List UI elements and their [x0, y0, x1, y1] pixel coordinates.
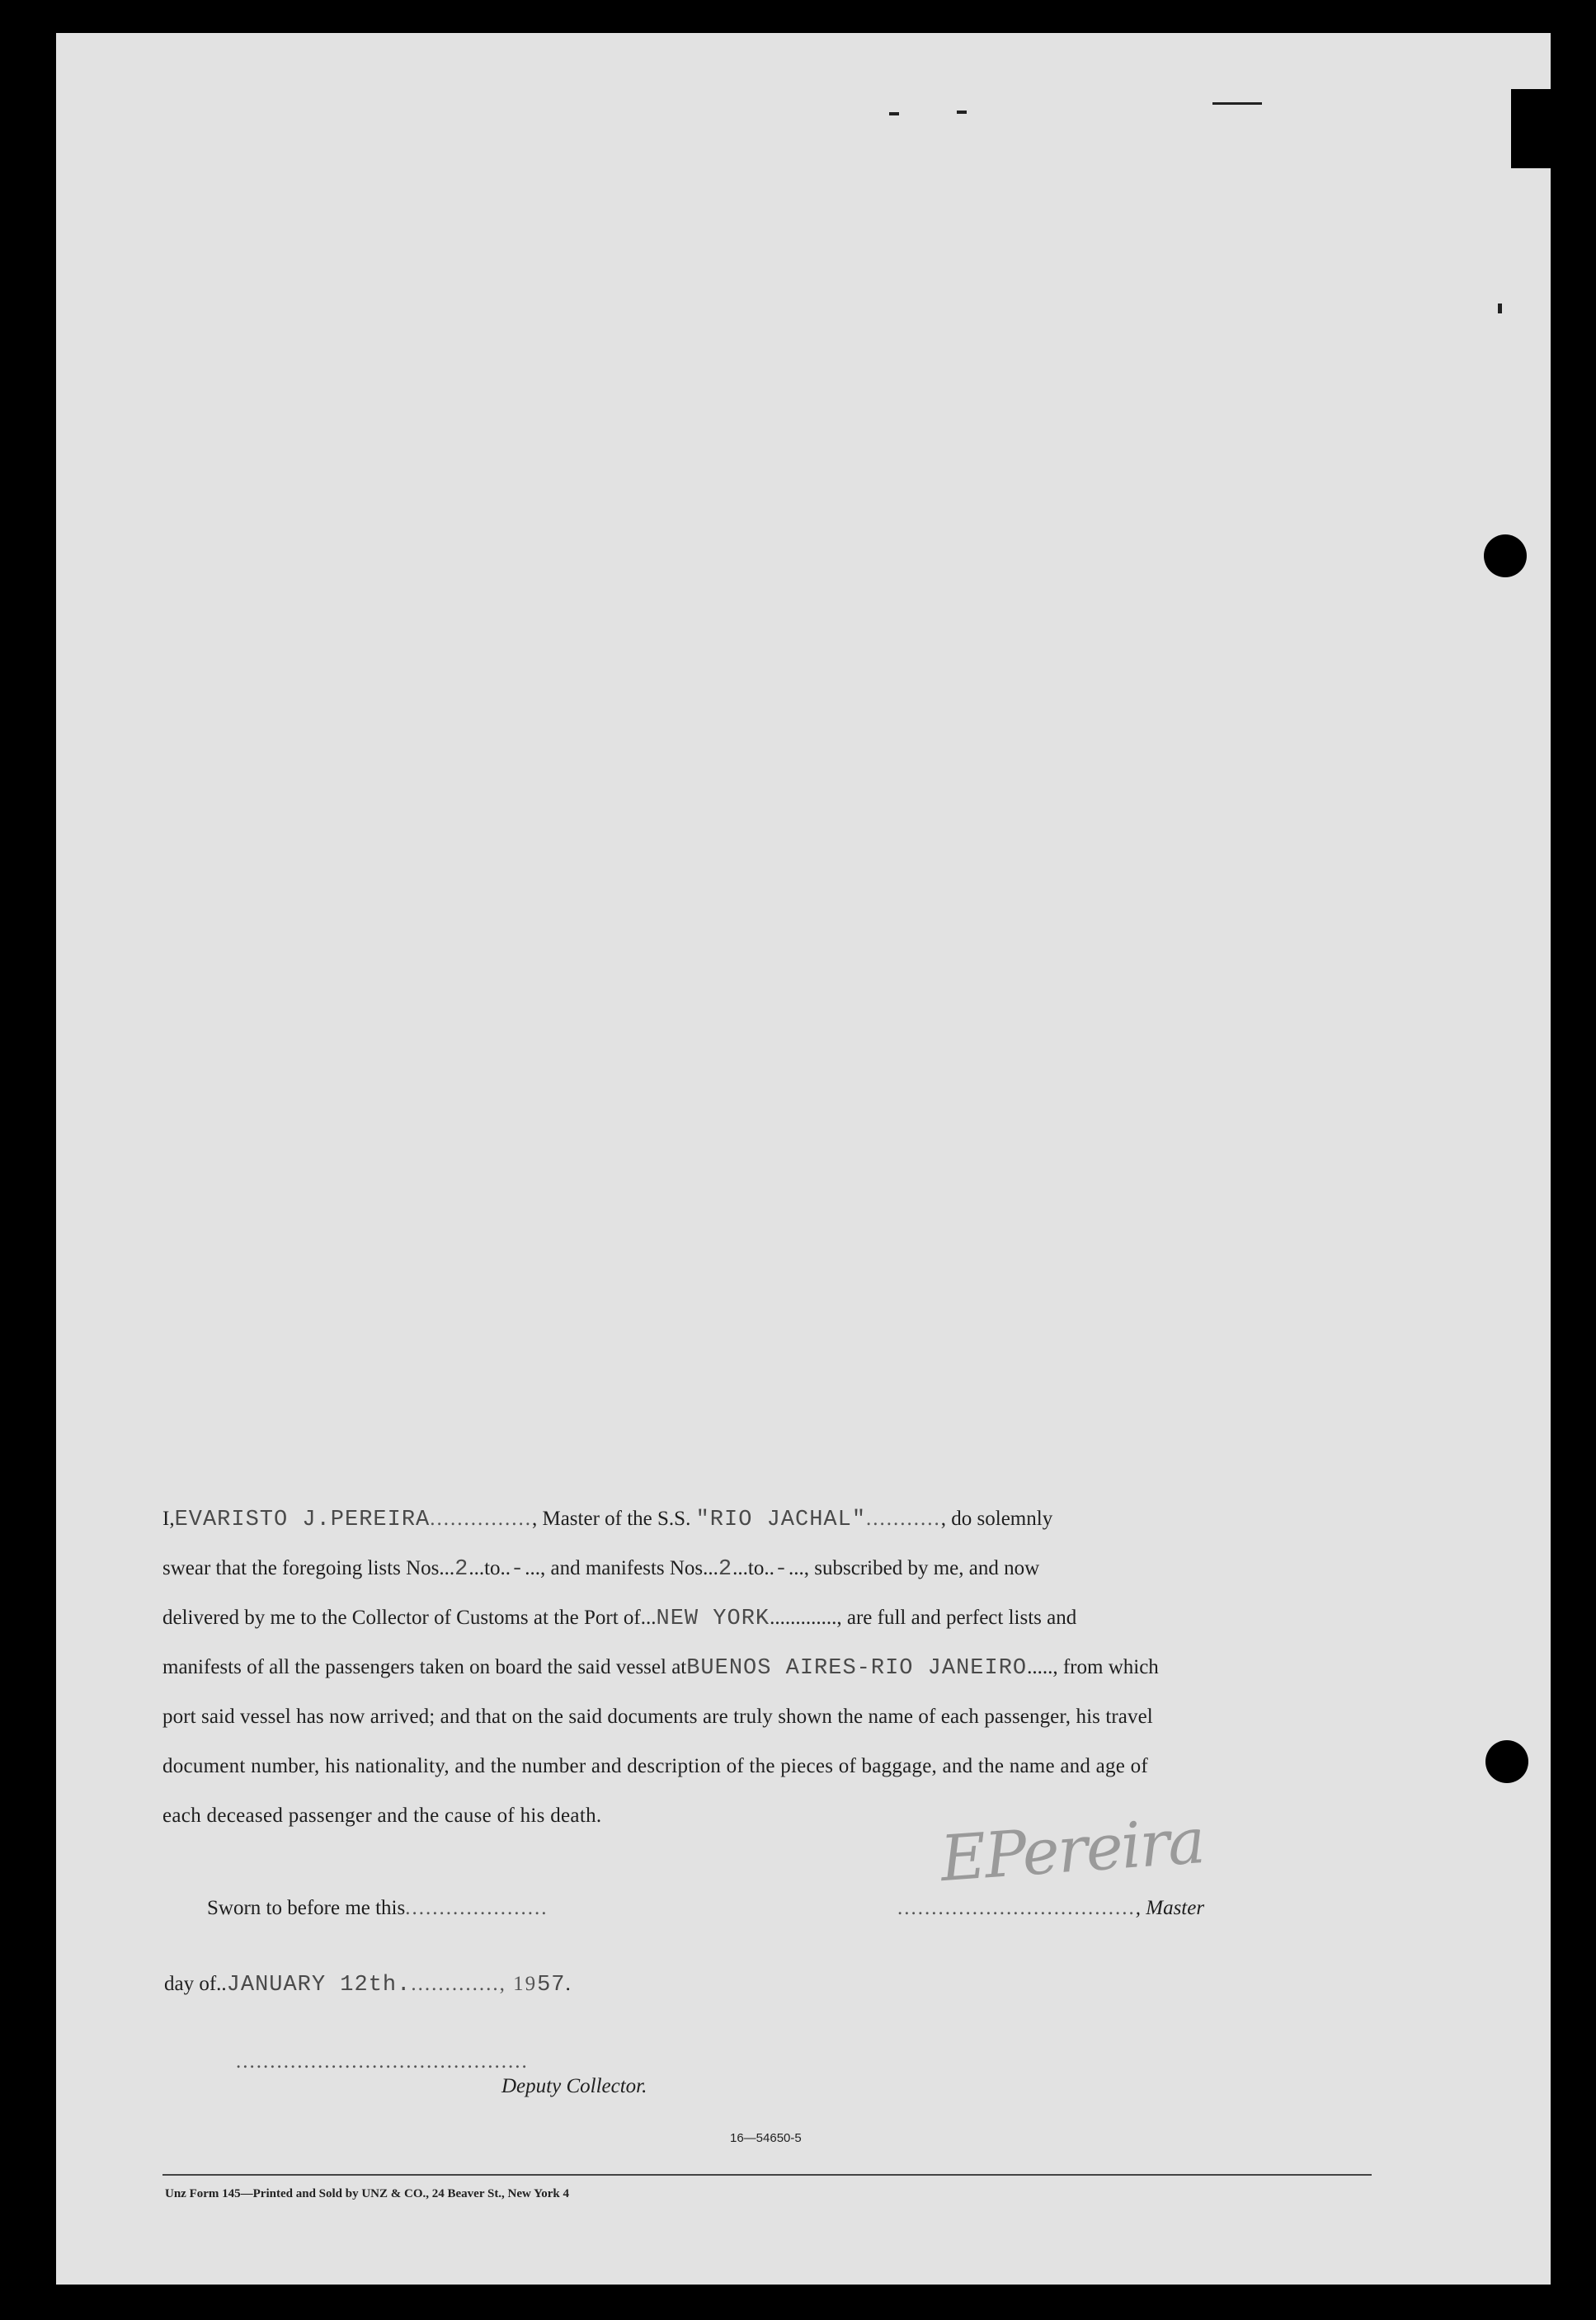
manifest-page — [56, 33, 1551, 2285]
page-edge-notch — [1511, 89, 1552, 168]
sworn-date-line — [164, 1973, 571, 1998]
deputy-collector-signature-line — [236, 2050, 529, 2073]
dots: ................................... — [897, 1897, 1136, 1919]
master-signature-line — [897, 1897, 1204, 1920]
oath-solemnly-text: , do solemnly — [940, 1508, 1053, 1530]
sworn-date-field: JANUARY 12th. — [226, 1973, 412, 1998]
oath-manifests-text: ..., and manifests Nos... — [525, 1557, 718, 1579]
oath-line-2 — [162, 1552, 1375, 1585]
oath-line-1 — [162, 1503, 1375, 1536]
oath-line-7: each deceased passenger and the cause of his death. — [162, 1805, 602, 1827]
vessel-name-field: "RIO JACHAL" — [695, 1508, 867, 1532]
oath-lists-text: swear that the foregoing lists Nos... — [162, 1557, 455, 1579]
oath-full-lists-text: ............., are full and perfect lists and — [770, 1607, 1077, 1629]
oath-line-5: port said vessel has now arrived; and that on the said documents are truly shown the name of each passenger, his travel — [162, 1706, 1153, 1728]
oath-line-3 — [162, 1602, 1375, 1635]
port-field: NEW YORK — [656, 1607, 770, 1631]
lists-from-field: 2 — [454, 1557, 469, 1582]
oath-prefix: I, — [162, 1508, 175, 1530]
dots: ........................................... — [236, 2050, 529, 2073]
oath-subscribed-text: ..., subscribed by me, and now — [789, 1557, 1040, 1579]
oath-line-4 — [162, 1651, 1375, 1684]
manifests-from-field: 2 — [718, 1557, 733, 1582]
master-signature: EPereira — [938, 1803, 1207, 1896]
master-name-field: EVARISTO J.PEREIRA — [174, 1508, 431, 1532]
smudge — [1212, 102, 1262, 105]
manifests-to-field: - — [774, 1557, 789, 1582]
year-suffix: . — [565, 1973, 571, 1995]
oath-line-6: document number, his nationality, and the number and description of the pieces of baggage, and the name and age of — [162, 1755, 1148, 1777]
dots: ............., 19 — [411, 1973, 538, 1995]
deputy-collector-label: Deputy Collector. — [501, 2075, 647, 2097]
form-number: 16—54650-5 — [730, 2131, 802, 2145]
oath-port-text: delivered by me to the Collector of Customs at the Port of... — [162, 1607, 657, 1629]
smudge — [889, 112, 899, 115]
sworn-line — [207, 1897, 548, 1920]
dots: ..................... — [405, 1897, 548, 1919]
smudge — [957, 111, 967, 114]
master-label: , Master — [1135, 1897, 1205, 1919]
oath-passengers-text: manifests of all the passengers taken on board the said vessel at — [162, 1656, 687, 1678]
departure-ports-field: BUENOS AIRES-RIO JANEIRO — [686, 1656, 1028, 1681]
dots: ...to.. — [732, 1557, 774, 1579]
printer-imprint: Unz Form 145—Printed and Sold by UNZ & CO., 24 Beaver St., New York 4 — [165, 2187, 569, 2200]
lists-to-field: - — [511, 1557, 525, 1582]
smudge — [1498, 304, 1502, 313]
dots: ...to.. — [468, 1557, 511, 1579]
punch-hole-bottom — [1485, 1740, 1528, 1783]
oath-line-1-text — [162, 1503, 1052, 1536]
sworn-year-field: 57 — [537, 1973, 566, 1998]
dots: ............... — [430, 1508, 532, 1530]
oath-master-of-text: , Master of the S.S. — [531, 1508, 691, 1530]
day-of-label: day of.. — [164, 1973, 227, 1995]
sworn-label: Sworn to before me this — [207, 1897, 406, 1919]
footer-divider — [162, 2174, 1372, 2176]
dots: ........... — [866, 1508, 941, 1530]
punch-hole-top — [1484, 534, 1527, 577]
oath-from-which-text: ....., from which — [1027, 1656, 1159, 1678]
